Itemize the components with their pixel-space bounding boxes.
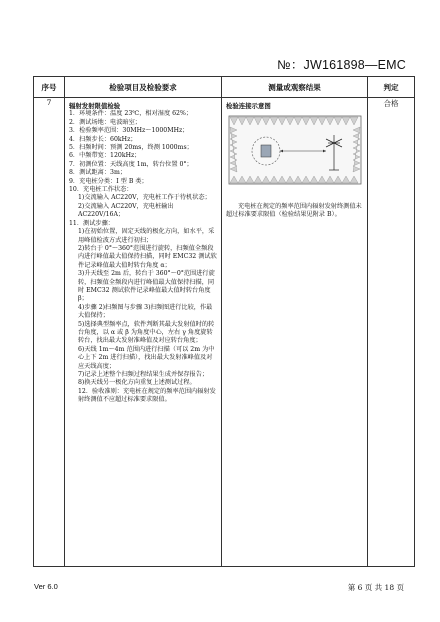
test-item-cell bbox=[65, 98, 222, 567]
requirement-line: 9．充电桩分类：I 型 B 类； bbox=[69, 177, 148, 185]
header-verdict: 判定 bbox=[368, 77, 415, 98]
footer-version: Ver 6.0 bbox=[34, 582, 58, 591]
footer-page-number: 第 6 页 共 18 页 bbox=[347, 583, 404, 592]
document-number: №：JW161898—EMC bbox=[277, 58, 406, 72]
requirement-line: 7．初测位置：天线高度 1m，转台位置 0°； bbox=[69, 160, 193, 168]
requirement-substep: 1)交流输入 AC220V，充电桩工作于待机状态； bbox=[78, 194, 211, 202]
result-conclusion: 充电桩在规定的频率范围内辐射发射终测值未超过标准要求限值（检验结果见附录 B）。 bbox=[226, 202, 362, 219]
requirement-substep: 6)天线 1m～4m 范围内进行扫描（可以 2m 为中心上下 2m 进行扫描），找出最大发射准峰值及对应天线高度； bbox=[78, 345, 215, 370]
charging-pile bbox=[261, 145, 271, 157]
table-header-row bbox=[34, 77, 415, 98]
test-requirements bbox=[65, 98, 221, 405]
diagram-title: 检验连接示意图 bbox=[226, 102, 271, 110]
requirement-substep: 7)记录上述整个扫频过程结果生成并保存报告； bbox=[78, 371, 209, 378]
requirement-substep: 5)选择典型频率点，软件判断其最大发射值时的转台角度，以 α 或 β 为角度中心，左右 γ 角度旋转转台，找出最大发射准峰值及对应转台角度； bbox=[78, 320, 215, 345]
result-cell bbox=[222, 98, 368, 567]
header-serial-no: 序号 bbox=[34, 77, 65, 98]
acceptance-criteria: 12．验收准则：充电桩在规定的频率范围内辐射发射终测值不应超过标准要求限值。 bbox=[78, 387, 216, 404]
requirement-line: 2．测试场地：电波暗室； bbox=[69, 118, 141, 126]
test-item-title: 辐射发射限值检验 bbox=[69, 102, 121, 110]
requirement-line: 10．充电桩工作状态： bbox=[69, 186, 133, 194]
requirement-line: 4．扫频步长：60kHz； bbox=[69, 135, 137, 143]
requirement-substep: 3)升天线至 2m 后，转台于 360°～0°范围进行旋转，扫频值全频段内进行峰值最大值保持扫描，同时 EMC32 测试软件记录峰值最大值时转台角度 β； bbox=[78, 270, 215, 303]
requirement-line: 3．检验频率范围：30MHz～1000MHz； bbox=[69, 127, 189, 135]
row-serial-no: 7 bbox=[34, 98, 65, 567]
requirement-line: 8．测试距离：3m； bbox=[69, 169, 127, 177]
requirement-substep: 4)步骤 2)扫频图与步骤 3)扫频图进行比较，作最大值保持； bbox=[78, 303, 213, 320]
test-result bbox=[222, 98, 367, 220]
requirement-substep: 8)换天线另一极化方向重复上述测试过程。 bbox=[78, 379, 196, 387]
requirement-substep: 1)在初始位置，固定天线的极化方向，如水平，采用峰值检波方式进行初扫； bbox=[78, 228, 215, 244]
anechoic-chamber-diagram bbox=[228, 115, 362, 185]
requirement-substep: 2)交流输入 AC220V，充电桩输出 AC220V/16A； bbox=[78, 202, 174, 219]
table-row bbox=[34, 98, 415, 567]
header-result: 测量或观察结果 bbox=[222, 77, 368, 98]
test-report-table bbox=[33, 76, 415, 567]
verdict-cell: 合格 bbox=[368, 98, 415, 567]
requirement-substep: 2)转台于 0°～360°范围进行旋转，扫频值全频段内进行峰值最大值保持扫描，同时 EMC32 测试软件记录峰值最大值时转台角度 α； bbox=[78, 244, 217, 269]
header-test-item: 检验项目及检验要求 bbox=[65, 77, 222, 98]
requirement-line: 6．中频带宽：120kHz； bbox=[69, 152, 141, 160]
requirement-line: 11．测试步骤： bbox=[69, 219, 114, 227]
requirement-line: 5．扫频时间：预测 20ms，终测 1000ms； bbox=[69, 144, 193, 152]
requirement-line: 1．环境条件：温度 23℃，相对湿度 62%； bbox=[69, 110, 193, 118]
